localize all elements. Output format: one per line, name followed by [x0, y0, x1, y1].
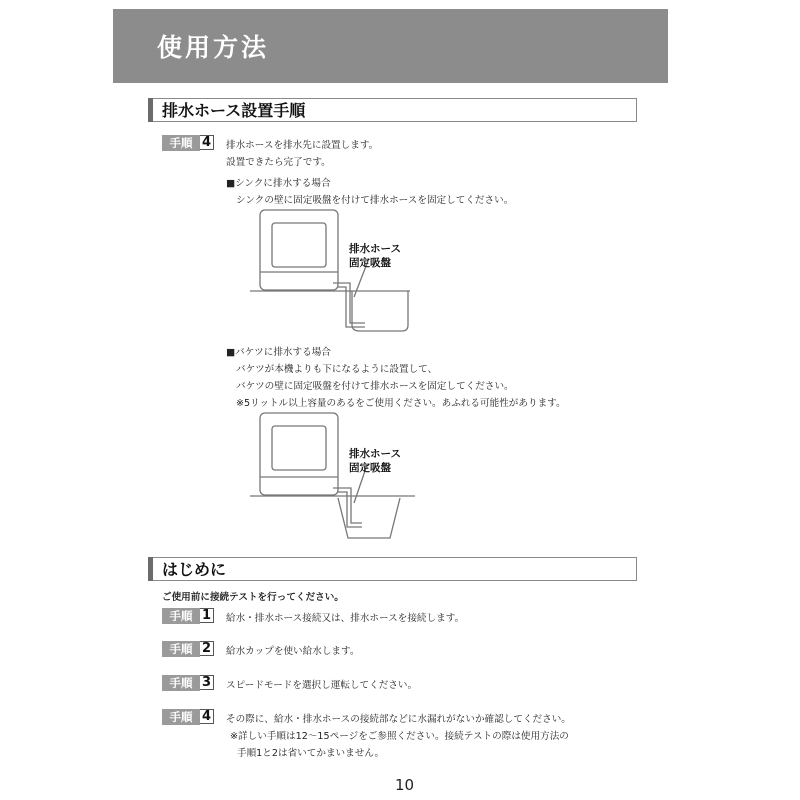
step-text: その際に、給水・排水ホースの接続部などに水漏れがないか確認してください。 — [226, 714, 571, 725]
drain-hose-inner — [338, 492, 362, 527]
section-heading-getting-started — [148, 557, 637, 581]
step-label: 手順 — [162, 608, 200, 624]
diagram-label-drain-hose: 排水ホース — [349, 448, 401, 460]
bucket-text: バケツの壁に固定吸盤を付けて排水ホースを固定してください。 — [236, 381, 514, 392]
step-text: 給水・排水ホース接続又は、排水ホースを接続します。 — [226, 613, 465, 624]
step-badge — [162, 641, 214, 657]
step-label: 手順 — [162, 135, 200, 151]
diagram-label-suction-cup: 固定吸盤 — [349, 462, 391, 474]
diagram-label-drain-hose: 排水ホース — [349, 243, 401, 255]
sink-text: シンクの壁に固定吸盤を付けて排水ホースを固定してください。 — [236, 195, 514, 206]
step-label: 手順 — [162, 675, 200, 691]
dishwasher-window — [272, 426, 326, 470]
section-accent — [148, 557, 153, 581]
diagram-label-suction-cup: 固定吸盤 — [349, 257, 391, 269]
step-number: 2 — [200, 641, 214, 656]
section-title: 排水ホース設置手順 — [162, 101, 306, 120]
section-title: はじめに — [162, 560, 227, 579]
step-badge — [162, 135, 214, 151]
bucket-diagram — [250, 408, 425, 548]
step-badge — [162, 608, 214, 624]
step-text: 給水カップを使い給水します。 — [226, 646, 360, 657]
bucket-note: ※5リットル以上容量のあるをご使用ください。あふれる可能性があります。 — [236, 398, 566, 409]
step-number: 3 — [200, 675, 214, 690]
section-heading-drain-hose — [148, 98, 637, 122]
step-text: スピードモードを選択し運転してください。 — [226, 680, 418, 691]
intro-text: ご使用前に接続テストを行ってください。 — [162, 592, 344, 603]
page-title: 使用方法 — [157, 33, 270, 62]
step-number: 4 — [200, 135, 214, 150]
step-text: 排水ホースを排水先に設置します。 — [226, 140, 379, 151]
sink-basin — [352, 291, 408, 331]
sink-heading: ■シンクに排水する場合 — [226, 178, 331, 189]
step-label: 手順 — [162, 641, 200, 657]
section-accent — [148, 98, 153, 122]
step-label: 手順 — [162, 709, 200, 725]
note-text: 手順1と2は省いてかまいません。 — [237, 748, 385, 759]
step-badge — [162, 709, 214, 725]
step-number: 4 — [200, 709, 214, 724]
bucket-heading: ■バケツに排水する場合 — [226, 347, 331, 358]
step-number: 1 — [200, 608, 214, 623]
page-number: 10 — [395, 776, 415, 794]
step-badge — [162, 675, 214, 691]
sink-diagram — [250, 205, 430, 340]
dishwasher-window — [272, 223, 326, 267]
bucket-text: バケツが本機よりも下になるように設置して、 — [236, 364, 438, 375]
note-text: ※詳しい手順は12〜15ページをご参照ください。接続テストの際は使用方法の — [230, 731, 569, 742]
step-text: 設置できたら完了です。 — [226, 157, 331, 168]
drain-hose — [333, 283, 365, 323]
